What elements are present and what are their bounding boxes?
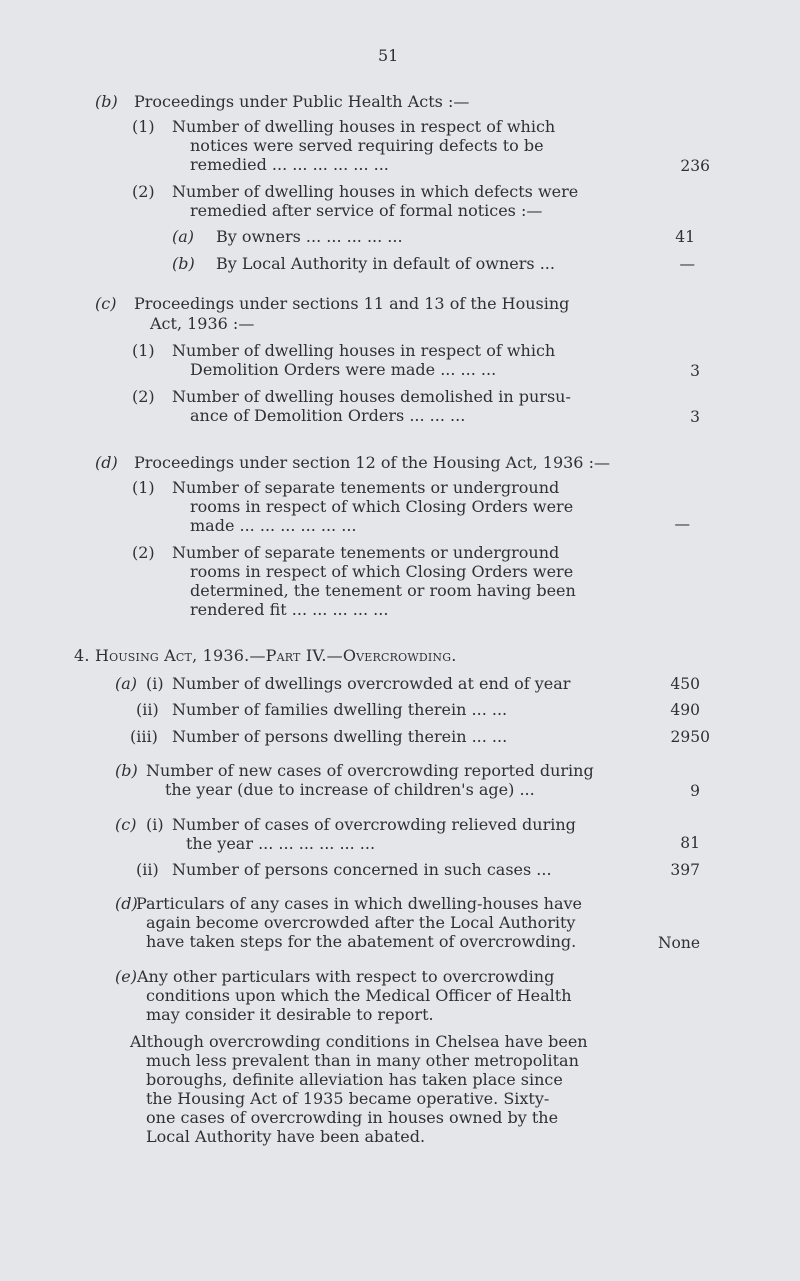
s4c-label: (c) xyxy=(115,815,137,834)
s4a-iii-text: Number of persons dwelling therein ... ... xyxy=(172,727,508,746)
s4a-iii-num: (iii) xyxy=(130,727,158,746)
section-b-heading: Proceedings under Public Health Acts :— xyxy=(134,92,470,111)
s4a-ii-value: 490 xyxy=(670,701,700,719)
s4b-line1: Number of new cases of overcrowding reported during xyxy=(146,761,594,780)
c1-value: 3 xyxy=(690,362,700,380)
s4a-label: (a) xyxy=(115,674,138,693)
d1-value: — xyxy=(674,515,690,533)
para-line4: the Housing Act of 1935 became operative. Sixty- xyxy=(146,1089,550,1108)
section-d-heading: Proceedings under section 12 of the Housing Act, 1936 :— xyxy=(134,453,610,472)
b2b-num: (b) xyxy=(172,254,195,273)
s4d-line3: have taken steps for the abatement of overcrowding. xyxy=(146,932,577,951)
b2-line2: remedied after service of formal notices :— xyxy=(190,201,543,220)
c2-line1: Number of dwelling houses demolished in pursu- xyxy=(172,387,571,406)
s4d-value: None xyxy=(657,934,700,952)
s4d-label: (d) xyxy=(115,894,138,913)
section-4-heading: 4. Housing Act, 1936.—Part IV.—Overcrowding. xyxy=(74,646,457,665)
b1-line3: remedied ... ... ... ... ... ... xyxy=(190,155,389,174)
page-number: 51 xyxy=(378,46,399,65)
s4e-line3: may consider it desirable to report. xyxy=(146,1005,434,1024)
s4a-i-text: Number of dwellings overcrowded at end of year xyxy=(172,674,571,693)
b1-value: 236 xyxy=(680,157,710,175)
c2-line2: ance of Demolition Orders ... ... ... xyxy=(190,406,466,425)
s4a-iii-value: 2950 xyxy=(670,728,710,746)
b2a-value: 41 xyxy=(675,228,695,246)
c1-num: (1) xyxy=(132,341,155,360)
para-line2: much less prevalent than in many other metropolitan xyxy=(146,1051,579,1070)
s4c-ii-num: (ii) xyxy=(136,860,159,879)
s4b-value: 9 xyxy=(690,782,700,800)
d2-line3: determined, the tenement or room having been xyxy=(190,581,576,600)
section-c-label: (c) xyxy=(95,294,117,313)
s4c-ii-value: 397 xyxy=(670,861,700,879)
s4a-ii-num: (ii) xyxy=(136,700,159,719)
s4c-i-line2: the year ... ... ... ... ... ... xyxy=(186,834,376,853)
d1-line1: Number of separate tenements or underground xyxy=(172,478,560,497)
b2b-value: — xyxy=(679,255,695,273)
section-d-label: (d) xyxy=(95,453,118,472)
d1-line2: rooms in respect of which Closing Orders were xyxy=(190,497,574,516)
b2b-text: By Local Authority in default of owners ... xyxy=(216,254,555,273)
section-b-label: (b) xyxy=(95,92,118,111)
d1-num: (1) xyxy=(132,478,155,497)
s4c-i-value: 81 xyxy=(680,834,700,852)
c1-line1: Number of dwelling houses in respect of which xyxy=(172,341,556,360)
d2-line4: rendered fit ... ... ... ... ... xyxy=(190,600,389,619)
s4e-line2: conditions upon which the Medical Officer of Health xyxy=(146,986,572,1005)
b2-num: (2) xyxy=(132,182,155,201)
para-line6: Local Authority have been abated. xyxy=(146,1127,426,1146)
para-line1: Although overcrowding conditions in Chelsea have been xyxy=(130,1032,588,1051)
d2-num: (2) xyxy=(132,543,155,562)
b2-line1: Number of dwelling houses in which defects were xyxy=(172,182,579,201)
s4d-line2: again become overcrowded after the Local Authority xyxy=(146,913,576,932)
b1-line2: notices were served requiring defects to be xyxy=(190,136,544,155)
c1-line2: Demolition Orders were made ... ... ... xyxy=(190,360,497,379)
s4c-i-line1: Number of cases of overcrowding relieved during xyxy=(172,815,576,834)
d1-line3: made ... ... ... ... ... ... xyxy=(190,516,357,535)
s4b-line2: the year (due to increase of children's age) ... xyxy=(165,780,535,799)
s4c-ii-text: Number of persons concerned in such cases ... xyxy=(172,860,552,879)
s4e-line1: Any other particulars with respect to overcrowding xyxy=(137,967,555,986)
c2-num: (2) xyxy=(132,387,155,406)
s4a-ii-text: Number of families dwelling therein ... ... xyxy=(172,700,508,719)
b2a-num: (a) xyxy=(172,227,195,246)
para-line3: boroughs, definite alleviation has taken place since xyxy=(146,1070,563,1089)
s4e-label: (e) xyxy=(115,967,137,986)
para-line5: one cases of overcrowding in houses owned by the xyxy=(146,1108,559,1127)
b1-line1: Number of dwelling houses in respect of which xyxy=(172,117,556,136)
s4a-i-num: (i) xyxy=(146,674,164,693)
c2-value: 3 xyxy=(690,408,700,426)
b2a-text: By owners ... ... ... ... ... xyxy=(216,227,403,246)
s4b-label: (b) xyxy=(115,761,138,780)
s4d-line1: Particulars of any cases in which dwelling-houses have xyxy=(136,894,582,913)
s4a-i-value: 450 xyxy=(670,675,700,693)
section-c-line2: Act, 1936 :— xyxy=(150,314,255,333)
b1-num: (1) xyxy=(132,117,155,136)
d2-line1: Number of separate tenements or underground xyxy=(172,543,560,562)
d2-line2: rooms in respect of which Closing Orders were xyxy=(190,562,574,581)
s4c-i-num: (i) xyxy=(146,815,164,834)
section-c-line1: Proceedings under sections 11 and 13 of the Housing xyxy=(134,294,570,313)
